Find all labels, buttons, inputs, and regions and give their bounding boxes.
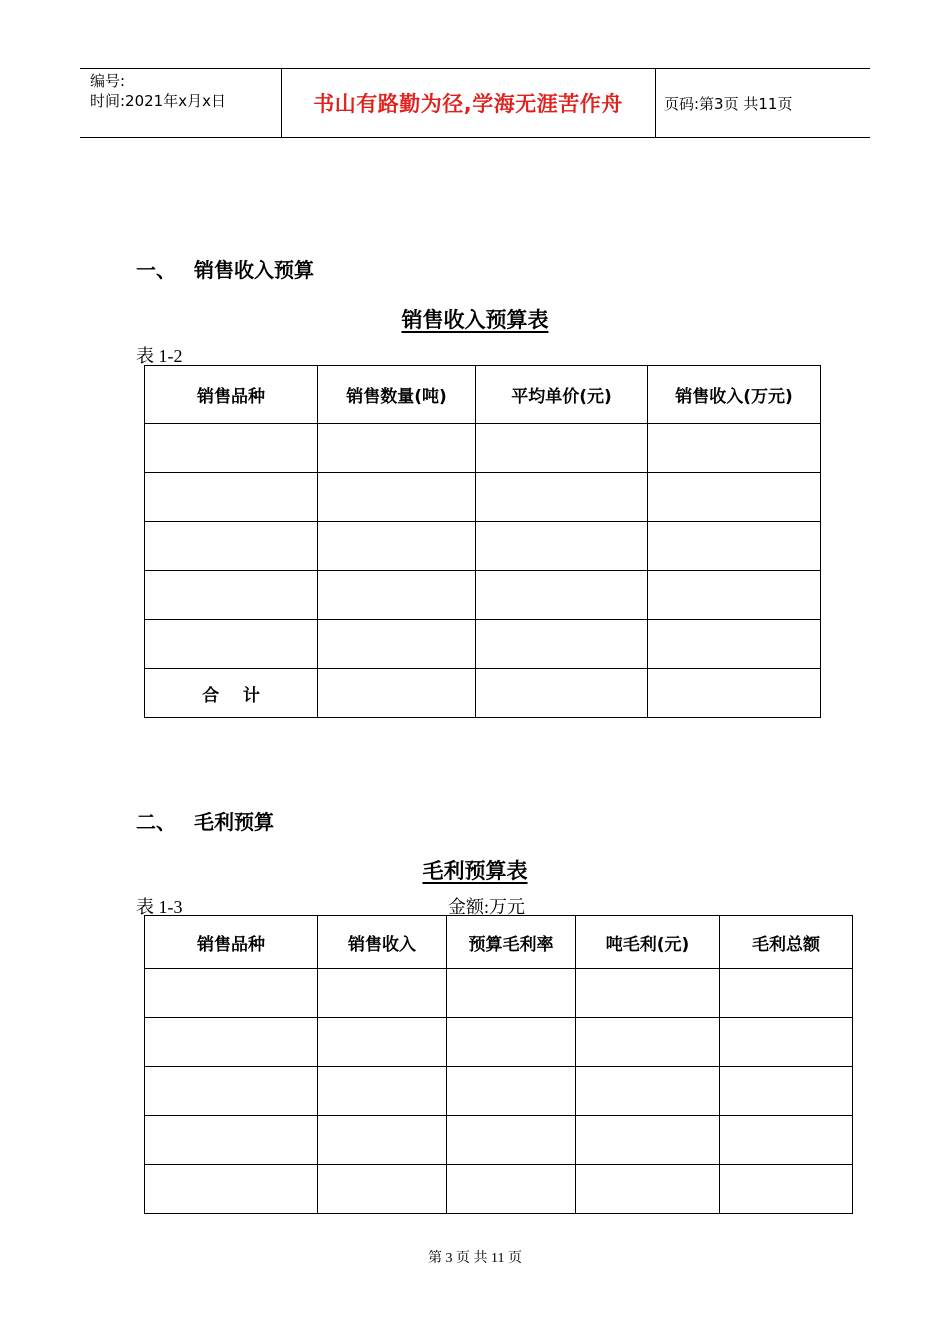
table-cell (447, 1165, 576, 1214)
table-row (145, 1116, 853, 1165)
table-cell (476, 620, 648, 669)
section-heading (136, 806, 274, 835)
table-cell (318, 424, 476, 473)
table-row (145, 473, 821, 522)
table-row (145, 571, 821, 620)
table-cell (576, 1116, 720, 1165)
table-cell (318, 1116, 447, 1165)
table-cell (447, 1116, 576, 1165)
total-label: 合 计 (145, 669, 318, 718)
section-title: 毛利预算 (194, 810, 274, 834)
column-header: 销售收入 (318, 916, 447, 969)
table-cell (318, 620, 476, 669)
table-cell (447, 1018, 576, 1067)
table-cell (720, 969, 853, 1018)
table-row (145, 522, 821, 571)
table-cell (318, 522, 476, 571)
table-row (145, 424, 821, 473)
table-label: 表 1-2 (136, 346, 183, 366)
table-row (145, 1165, 853, 1214)
table-cell (576, 1018, 720, 1067)
table-cell (648, 424, 821, 473)
table-cell (318, 669, 476, 718)
column-header: 平均单价(元) (476, 366, 648, 424)
table-cell (145, 522, 318, 571)
section-title: 销售收入预算 (194, 258, 314, 282)
header-motto: 书山有路勤为径,学海无涯苦作舟 (313, 92, 623, 116)
table-header-row (145, 916, 853, 969)
page-header (80, 68, 870, 138)
section-number: 二、 (136, 810, 176, 834)
column-header: 销售品种 (145, 916, 318, 969)
table-cell (720, 1067, 853, 1116)
header-divider (655, 69, 656, 137)
section-number: 一、 (136, 258, 176, 282)
table-cell (145, 1018, 318, 1067)
unit-label: 金额:万元 (448, 897, 526, 917)
table-cell (648, 473, 821, 522)
table-cell (576, 1067, 720, 1116)
table-cell (145, 571, 318, 620)
table-cell (648, 522, 821, 571)
table-title-text: 毛利预算表 (422, 859, 528, 883)
table-header-row (145, 366, 821, 424)
gross-profit-table (144, 915, 853, 1214)
column-header: 预算毛利率 (447, 916, 576, 969)
table-cell (576, 969, 720, 1018)
table-cell (476, 522, 648, 571)
table-cell (720, 1116, 853, 1165)
table-cell (145, 620, 318, 669)
table-cell (720, 1018, 853, 1067)
table-cell (476, 571, 648, 620)
table-cell (648, 571, 821, 620)
total-row (145, 669, 821, 718)
doc-number-label: 编号: (90, 72, 126, 90)
table-row (145, 620, 821, 669)
sales-revenue-table (144, 365, 821, 718)
column-header: 销售数量(吨) (318, 366, 476, 424)
column-header: 吨毛利(元) (576, 916, 720, 969)
section-heading (136, 254, 314, 283)
page-footer: 第 3 页 共 11 页 (428, 1251, 522, 1266)
column-header: 销售品种 (145, 366, 318, 424)
table-cell (145, 1165, 318, 1214)
table-cell (145, 424, 318, 473)
table-cell (447, 1067, 576, 1116)
table-cell (720, 1165, 853, 1214)
table-title (0, 855, 950, 885)
table-cell (318, 1067, 447, 1116)
table-cell (576, 1165, 720, 1214)
table-cell (476, 424, 648, 473)
header-meta (90, 71, 226, 111)
column-header: 销售收入(万元) (648, 366, 821, 424)
table-cell (318, 969, 447, 1018)
doc-date-label: 时间:2021年x月x日 (90, 92, 226, 110)
table-cell (145, 1067, 318, 1116)
table-cell (476, 473, 648, 522)
table-row (145, 1018, 853, 1067)
table-cell (145, 969, 318, 1018)
table-cell (648, 620, 821, 669)
table-cell (648, 669, 821, 718)
table-row (145, 1067, 853, 1116)
table-cell (318, 1165, 447, 1214)
table-cell (318, 571, 476, 620)
table-cell (318, 473, 476, 522)
table-cell (145, 1116, 318, 1165)
table-cell (318, 1018, 447, 1067)
table-cell (447, 969, 576, 1018)
table-row (145, 969, 853, 1018)
table-cell (476, 669, 648, 718)
table-title-text: 销售收入预算表 (401, 308, 549, 332)
table-title (0, 304, 950, 334)
table-label: 表 1-3 (136, 897, 183, 917)
column-header: 毛利总额 (720, 916, 853, 969)
table-cell (145, 473, 318, 522)
header-page-label: 页码:第3页 共11页 (664, 95, 793, 113)
